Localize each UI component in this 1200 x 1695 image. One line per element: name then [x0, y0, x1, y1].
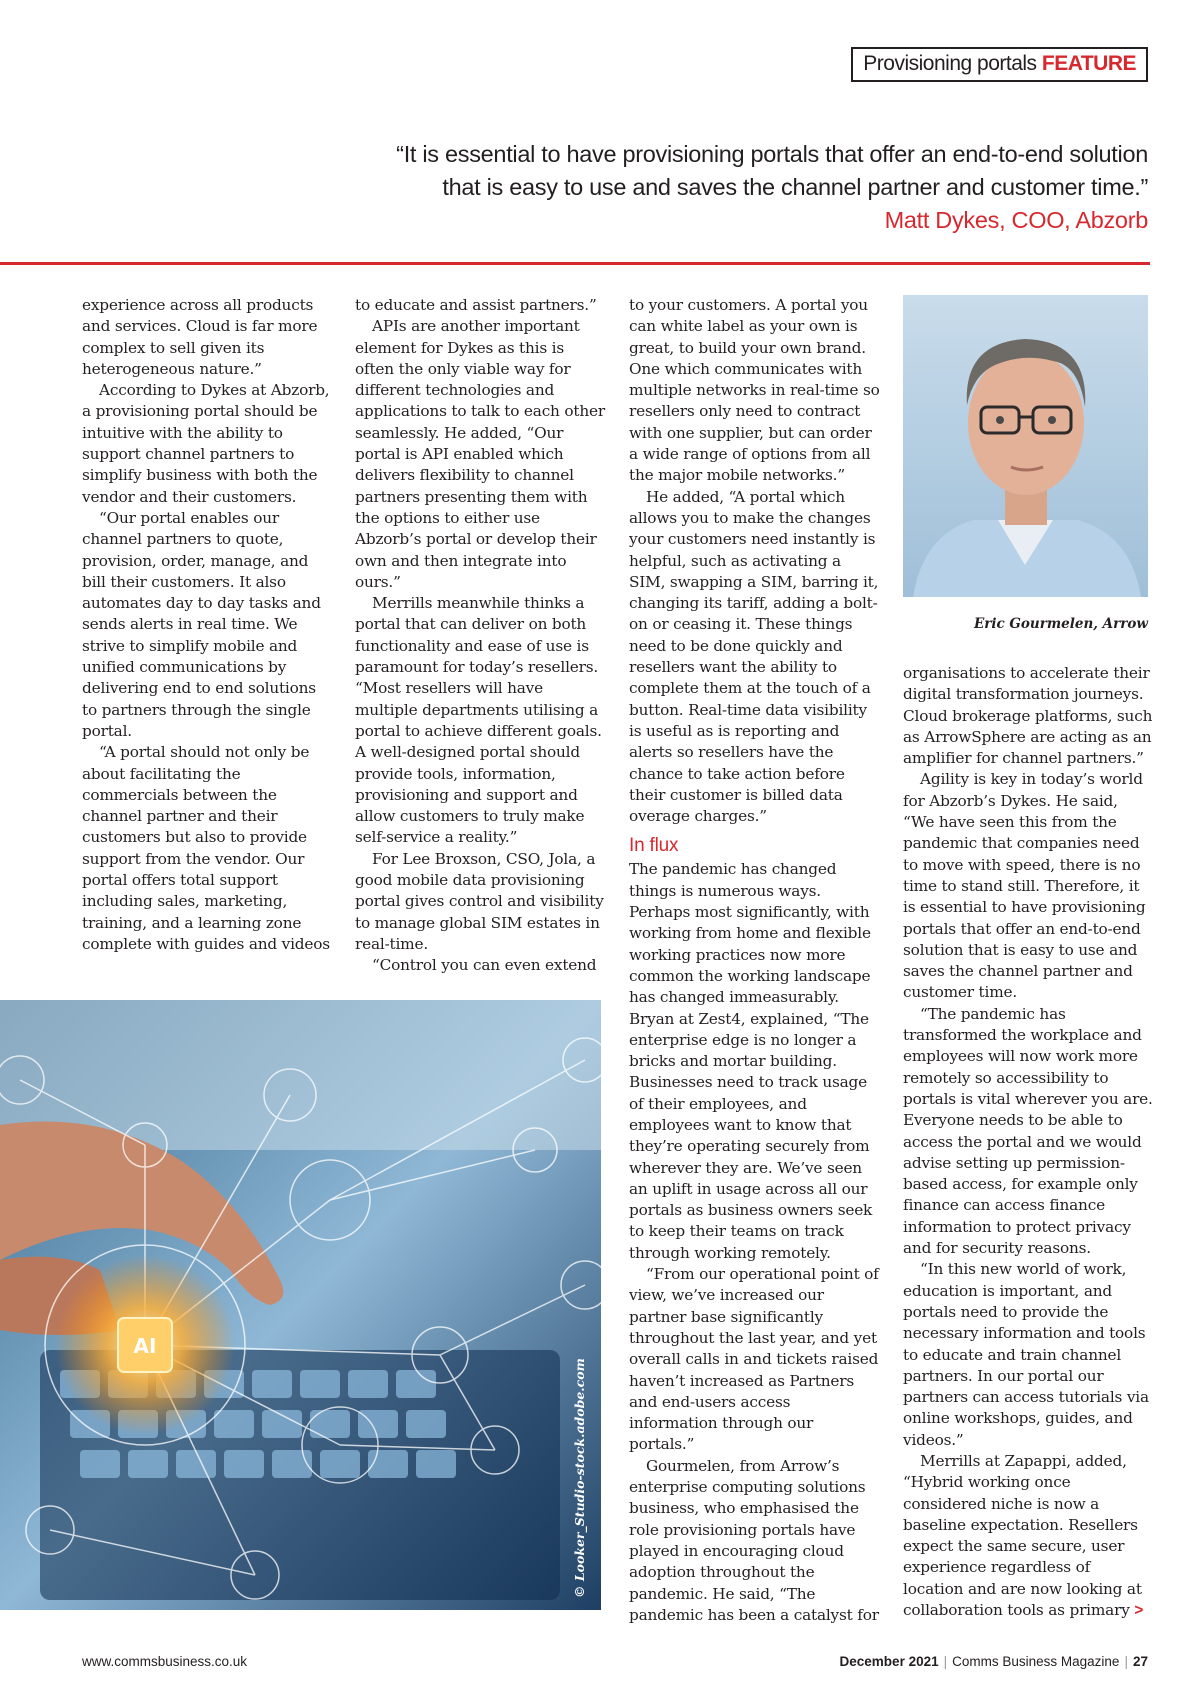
- paragraph: experience across all products and services. Cloud is far more complex to sell given its heterogeneous nature.”: [82, 296, 318, 378]
- paragraph: “Our portal enables our channel partners to quote, provision, order, manage, and bill their customers. It also automates day to day tasks and sends alerts in real time. We strive to simplify mobile and unified communications by delivering end to end solutions to partners through the single portal.: [82, 508, 321, 740]
- portrait-illustration: [903, 295, 1148, 597]
- subheading: In flux: [629, 835, 679, 857]
- paragraph: [903, 1451, 1153, 1621]
- article-column-3: [629, 295, 881, 1626]
- footer-separator: |: [943, 1654, 948, 1669]
- feature-label: FEATURE: [1041, 52, 1136, 75]
- page-number: 27: [1132, 1654, 1148, 1669]
- paragraph: Gourmelen, from Arrow’s enterprise computing solutions business, who emphasised the role provisioning portals have played in encouraging cloud adoption throughout the pandemic. He said, “The pandemic has been a catalyst for: [629, 1456, 879, 1624]
- footer-date: December 2021: [839, 1654, 939, 1669]
- paragraph: to your customers. A portal you can white label as your own is great, to build your own brand. One which communicates with multiple networks in real-time so resellers only need to contract with one supplier, but can order a wide range of options from all the major mobile networks.”: [629, 296, 880, 485]
- paragraph: “The pandemic has transformed the workplace and employees will now work more remotely so accessibility to portals is vital wherever you are. Everyone needs to be able to access the portal and we would advise setting up permission-based access, for example only finance can access finance information to protect privacy and for security reasons.: [903, 1004, 1153, 1258]
- paragraph: “From our operational point of view, we’ve increased our partner base significantly throughout the last year, and yet overall calls in and tickets raised haven’t increased as Partners and end-users access information through our portals.”: [629, 1265, 879, 1454]
- pull-quote-line-2: that is easy to use and saves the channel partner and customer time.”: [442, 174, 1148, 200]
- footer-publication: Comms Business Magazine: [952, 1654, 1120, 1669]
- continued-arrow-icon: >: [1134, 1602, 1144, 1620]
- image-credit: © Looker_Studio-stock.adobe.com: [572, 1358, 587, 1598]
- photo-caption: Eric Gourmelen, Arrow: [973, 616, 1148, 632]
- article-column-1: [82, 295, 332, 955]
- portrait-photo: [903, 295, 1148, 597]
- section-name: Provisioning portals: [863, 52, 1037, 75]
- paragraph: Merrills meanwhile thinks a portal that can deliver on both functionality and ease of use is paramount for today’s resellers. “Most resellers will have multiple departments utilising a portal to achieve different goals. A well-designed portal should provide tools, information, provisioning and support and allow customers to truly make self-service a reality.”: [355, 594, 602, 847]
- pull-quote-attribution: Matt Dykes, COO, Abzorb: [884, 207, 1148, 233]
- red-divider: [0, 262, 1150, 265]
- paragraph: He added, “A portal which allows you to make the changes your customers need instantly is helpful, such as activating a SIM, swapping a SIM, barring it, changing its tariff, adding a bolt-on or ceasing it. These things need to be done quickly and resellers want the ability to complete them at the touch of a button. Real-time data visibility is useful as is reporting and alerts so resellers have the chance to take action before their customer is billed data overage charges.”: [629, 487, 879, 826]
- pull-quote: [396, 138, 1148, 237]
- paragraph: The pandemic has changed things is numerous ways. Perhaps most significantly, with working from home and flexible working practices now more common the working landscape has changed immeasurably. Bryan at Zest4, explained, “The enterprise edge is no longer a bricks and mortar building. Businesses need to track usage of their employees, and employees want to know that they’re operating securely from wherever they are. We’ve seen an uplift in usage across all our portals as business owners seek to keep their teams on track through working remotely.: [629, 860, 873, 1262]
- paragraph: According to Dykes at Abzorb, a provisioning portal should be intuitive with the ability to support channel partners to simplify business with both the vendor and their customers.: [82, 381, 330, 506]
- paragraph: “In this new world of work, education is important, and portals need to provide the necessary information and tools to educate and train channel partners. In our portal our partners can access tutorials via online workshops, guides, and videos.”: [903, 1260, 1149, 1449]
- article-column-2: [355, 295, 605, 977]
- paragraph: For Lee Broxson, CSO, Jola, a good mobile data provisioning portal gives control and visibility to manage global SIM estates in real-time.: [355, 849, 604, 953]
- paragraph: to educate and assist partners.”: [355, 296, 597, 314]
- laptop-network-graphic: [0, 1000, 601, 1610]
- paragraph: “Control you can even extend: [372, 956, 597, 975]
- paragraph: APIs are another important element for Dykes as this is often the only viable way for different technologies and applications to talk to each other seamlessly. He added, “Our portal is API enabled which delivers flexibility to channel partners presenting them with the options to either use Abzorb’s portal or develop their own and then integrate into ours.”: [355, 317, 605, 591]
- footer-website: www.commsbusiness.co.uk: [82, 1654, 248, 1669]
- ai-chip-label: AI: [133, 1334, 157, 1358]
- paragraph: Agility is key in today’s world for Abzorb’s Dykes. He said, “We have seen this from the pandemic that companies need to move with speed, there is no time to stand still. Therefore, it is essential to have provisioning portals that offer an end-to-end solution that is easy to use and saves the channel partner and customer time.: [903, 770, 1146, 1002]
- footer-info: [840, 1654, 1148, 1669]
- article-column-4: [903, 663, 1153, 1621]
- pull-quote-line-1: “It is essential to have provisioning portals that offer an end-to-end solution: [396, 141, 1148, 167]
- paragraph-text: Merrills at Zapappi, added, “Hybrid working once considered niche is now a baseline expectation. Resellers expect the same secure, user experience regardless of location and are now looking at collaboration tools as primary: [903, 1451, 1142, 1620]
- paragraph: “A portal should not only be about facilitating the commercials between the channel partner and their customers but also to provide support from the vendor. Our portal offers total support including sales, marketing, training, and a learning zone complete with guides and videos: [82, 743, 330, 953]
- ai-network-illustration: [0, 1000, 601, 1610]
- footer-separator: |: [1124, 1654, 1128, 1669]
- paragraph: organisations to accelerate their digital transformation journeys. Cloud brokerage platforms, such as ArrowSphere are acting as an amplifier for channel partners.”: [903, 664, 1153, 768]
- section-tag: [851, 47, 1148, 82]
